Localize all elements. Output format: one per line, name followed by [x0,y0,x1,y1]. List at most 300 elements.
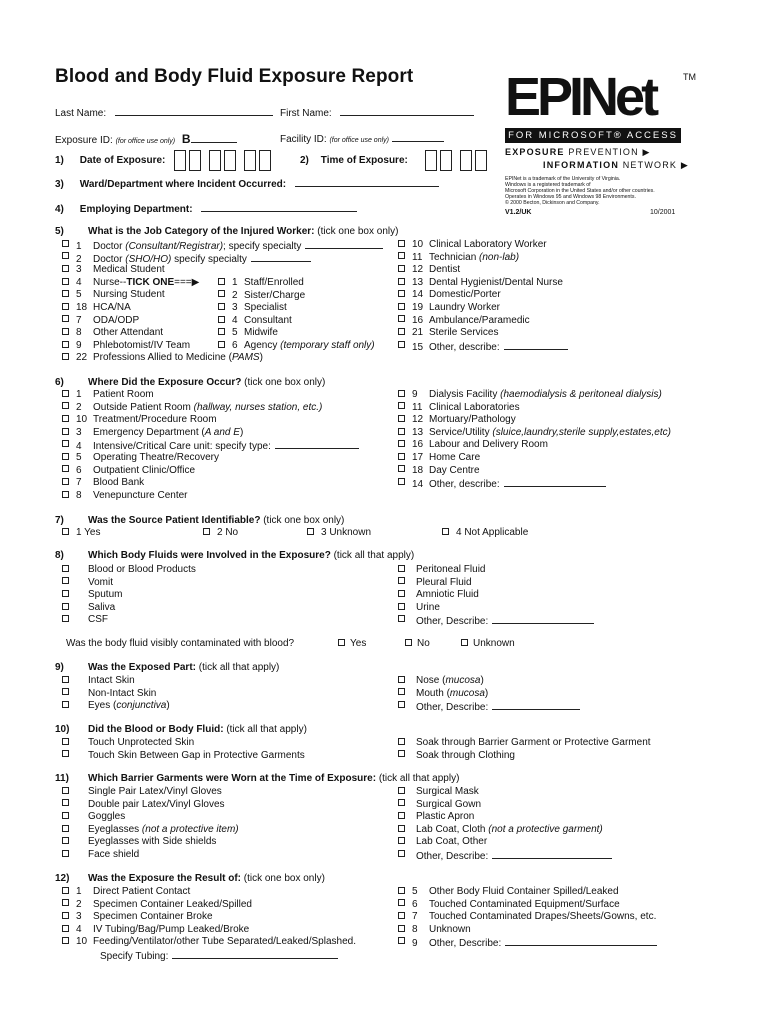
checkbox[interactable] [398,415,405,422]
checkbox[interactable] [62,415,69,422]
checkbox[interactable] [62,925,69,932]
contamination-question [66,638,294,649]
describe-input[interactable] [505,936,657,946]
checkbox-option[interactable] [62,601,116,613]
checkbox-option[interactable] [398,564,486,575]
q3-number: 3) [55,179,64,190]
q4-employing-department[interactable] [55,202,357,215]
checkbox-option[interactable] [62,401,323,413]
checkbox-option[interactable] [398,786,479,797]
option-label: Touch Unprotected Skin [88,737,195,748]
checkbox-option[interactable] [398,836,488,848]
checkbox-option[interactable] [62,477,145,489]
option-text [76,465,195,476]
option-label: Midwife [244,327,278,339]
checkbox-option[interactable] [398,264,461,276]
option-text [88,602,115,613]
option-label: Operating Theatre/Recovery [93,452,219,463]
date-digit-box[interactable] [174,150,186,171]
checkbox-option[interactable] [398,589,479,601]
q12-note: (tick one box only) [243,873,325,884]
checkbox-option[interactable] [62,849,140,860]
checkbox[interactable] [398,402,405,409]
first-name-input[interactable] [340,106,474,116]
checkbox[interactable] [62,528,69,535]
checkbox-option[interactable] [218,314,292,326]
facility-id-field[interactable] [280,132,444,145]
checkbox[interactable] [398,925,405,932]
checkbox-option[interactable] [398,452,481,463]
option-label: CSF [88,614,108,626]
option-label-suffix: ) [239,426,244,438]
option-number: 10 [76,414,88,426]
option-label: Specimen Container Broke [93,911,213,923]
logo-note: Microsoft Corporation in the United States and/or other countries. [505,188,655,194]
option-label: Specialist [244,302,287,314]
checkbox[interactable] [62,615,69,622]
describe-input[interactable] [504,340,568,350]
option-label: Sterile Services [429,327,499,339]
checkbox-option[interactable] [405,638,430,649]
checkbox-option[interactable] [62,786,222,797]
checkbox[interactable] [62,676,69,683]
checkbox-option[interactable] [398,276,563,288]
specify-tubing-field[interactable] [100,949,338,962]
date-digit-box[interactable] [259,150,271,171]
option-label-italic: mucosa [449,687,485,699]
option-label: Eyeglasses [88,823,142,835]
checkbox[interactable] [62,402,69,409]
checkbox[interactable] [62,265,69,272]
q6-number: 6) [55,377,64,388]
checkbox[interactable] [398,899,405,906]
checkbox[interactable] [218,290,225,297]
checkbox[interactable] [62,850,69,857]
checkbox[interactable] [398,701,405,708]
option-text [412,340,568,353]
logo-date: 10/2001 [650,209,676,216]
checkbox[interactable] [307,528,314,535]
checkbox-option[interactable] [398,389,662,400]
checkbox-option[interactable] [398,687,489,699]
checkbox[interactable] [442,528,449,535]
checkbox-option[interactable] [398,614,489,628]
checkbox-option[interactable] [62,811,126,823]
option-text [88,564,196,575]
checkbox[interactable] [338,639,345,646]
checkbox-option[interactable] [442,527,529,538]
facility-id-input[interactable] [392,132,444,142]
checkbox-option[interactable] [218,289,306,301]
checkbox[interactable] [218,303,225,310]
time-digit-box[interactable] [425,150,437,171]
logo-note: Windows is a registered trademark of [505,182,591,188]
checkbox-option[interactable] [398,302,500,313]
checkbox-option[interactable] [62,687,157,699]
checkbox[interactable] [218,278,225,285]
q3-ward-department[interactable] [55,177,439,190]
checkbox-option[interactable] [398,811,475,823]
option-number: 11 [412,251,423,263]
checkbox[interactable] [62,787,69,794]
checkbox-option[interactable] [398,327,499,339]
q9-heading-text: Was the Exposed Part: [88,662,196,673]
checkbox-option[interactable] [398,477,500,491]
checkbox[interactable] [398,676,405,683]
option-number: 6 [76,464,82,476]
checkbox[interactable] [62,701,69,708]
checkbox[interactable] [398,750,405,757]
last-name-input[interactable] [115,106,273,116]
checkbox[interactable] [398,837,405,844]
checkbox-option[interactable] [62,576,114,588]
option-text [416,737,651,748]
checkbox-option[interactable] [62,302,131,313]
date-digit-box[interactable] [209,150,221,171]
checkbox-option[interactable] [62,798,225,810]
q8-heading-text: Which Body Fluids were Involved in the Exposure? [88,550,331,561]
checkbox[interactable] [398,577,405,584]
describe-input[interactable] [251,252,311,262]
checkbox[interactable] [62,315,69,322]
checkbox-option[interactable] [218,302,287,314]
checkbox[interactable] [398,615,405,622]
specify-tubing-input[interactable] [172,949,338,959]
option-text [412,899,620,910]
option-text [416,811,474,822]
checkbox-option[interactable] [398,898,620,910]
option-text [76,327,163,338]
specify-tubing-label: Specify Tubing: [100,951,169,962]
time-digit-box[interactable] [475,150,487,171]
q5-number: 5) [55,226,64,237]
checkbox[interactable] [62,899,69,906]
describe-input[interactable] [492,614,594,624]
checkbox-option[interactable] [62,836,217,848]
option-text [416,602,440,613]
checkbox-option[interactable] [398,675,484,686]
option-number: 13 [412,426,424,438]
option-text [456,527,528,538]
checkbox-option[interactable] [62,700,170,712]
checkbox[interactable] [398,590,405,597]
checkbox-option[interactable] [398,923,471,935]
checkbox-option[interactable] [398,823,603,835]
option-text [412,315,530,326]
checkbox[interactable] [62,278,69,285]
checkbox[interactable] [398,428,405,435]
checkbox[interactable] [398,453,405,460]
q4-input[interactable] [201,202,357,212]
checkbox[interactable] [62,688,69,695]
checkbox[interactable] [398,850,405,857]
checkbox[interactable] [398,240,405,247]
option-text [88,824,239,835]
checkbox[interactable] [398,328,405,335]
checkbox-option[interactable] [398,601,440,613]
describe-input[interactable] [504,477,606,487]
describe-input[interactable] [275,439,359,449]
checkbox[interactable] [405,639,412,646]
checkbox[interactable] [398,440,405,447]
checkbox-option[interactable] [62,276,200,288]
checkbox[interactable] [398,825,405,832]
checkbox-option[interactable] [398,289,501,301]
checkbox[interactable] [398,478,405,485]
exposure-id-input[interactable] [191,133,237,143]
checkbox-option[interactable] [398,737,651,748]
checkbox-option[interactable] [62,527,101,538]
option-text [76,911,213,922]
checkbox[interactable] [398,937,405,944]
checkbox-option[interactable] [398,749,515,761]
checkbox[interactable] [62,912,69,919]
checkbox[interactable] [398,887,405,894]
checkbox[interactable] [62,328,69,335]
option-text [412,439,548,450]
exposure-id-field[interactable] [55,132,237,146]
checkbox[interactable] [62,440,69,447]
checkbox[interactable] [218,316,225,323]
option-label: Eyeglasses with Side shields [88,836,217,848]
checkbox-option[interactable] [398,340,500,353]
checkbox-option[interactable] [398,251,520,263]
checkbox[interactable] [62,240,69,247]
checkbox[interactable] [62,303,69,310]
checkbox[interactable] [62,590,69,597]
checkbox-option[interactable] [461,638,515,649]
option-number: 3 [232,302,238,314]
checkbox-option[interactable] [62,452,219,463]
checkbox-option[interactable] [398,426,671,438]
checkbox[interactable] [398,738,405,745]
checkbox-option[interactable] [338,638,367,649]
checkbox[interactable] [62,252,69,259]
option-number: 16 [412,439,424,451]
checkbox-option[interactable] [62,252,247,265]
option-number: 1 [76,241,82,252]
checkbox[interactable] [218,328,225,335]
option-label: Sputum [88,589,123,601]
checkbox-option[interactable] [398,936,502,950]
option-number: 8 [76,489,82,501]
checkbox[interactable] [398,278,405,285]
describe-input[interactable] [305,239,383,249]
checkbox-option[interactable] [398,439,548,451]
checkbox[interactable] [62,812,69,819]
checkbox[interactable] [62,577,69,584]
checkbox[interactable] [62,453,69,460]
option-text [412,402,520,413]
checkbox-option[interactable] [218,340,375,351]
checkbox[interactable] [62,390,69,397]
checkbox-option[interactable] [62,327,164,339]
checkbox-option[interactable] [62,737,195,748]
checkbox-option[interactable] [62,314,140,326]
option-text [88,836,216,847]
checkbox-option[interactable] [62,426,244,438]
date-digit-box[interactable] [189,150,201,171]
option-label: Lab Coat, Cloth [416,823,489,835]
option-number: 9 [412,938,418,950]
checkbox-option[interactable] [62,886,191,897]
checkbox-option[interactable] [62,339,191,351]
date-digit-box[interactable] [224,150,236,171]
option-number: 12 [412,264,424,276]
checkbox-option[interactable] [62,614,108,626]
checkbox[interactable] [62,428,69,435]
checkbox[interactable] [62,478,69,485]
checkbox[interactable] [203,528,210,535]
option-label: Technician [429,251,480,263]
checkbox-option[interactable] [398,849,489,862]
checkbox-option[interactable] [62,823,239,835]
option-text [416,675,484,686]
checkbox-option[interactable] [62,749,305,761]
option-text [232,340,375,351]
option-label: Other, Describe: [416,851,489,862]
checkbox[interactable] [62,825,69,832]
option-text [232,302,287,313]
checkbox[interactable] [398,912,405,919]
checkbox-option[interactable] [62,936,356,948]
checkbox-option[interactable] [398,464,480,476]
time-digit-box[interactable] [460,150,472,171]
checkbox-option[interactable] [62,239,302,252]
checkbox[interactable] [62,937,69,944]
checkbox-option[interactable] [398,700,489,714]
checkbox[interactable] [398,390,405,397]
option-label: Other, describe: [429,341,500,353]
option-label: Dental Hygienist/Dental Nurse [429,276,563,288]
checkbox-option[interactable] [62,911,213,923]
option-label: Blood Bank [93,477,145,489]
checkbox-option[interactable] [218,327,278,339]
checkbox[interactable] [62,738,69,745]
checkbox[interactable] [398,603,405,610]
checkbox-option[interactable] [62,389,154,400]
time-digit-box[interactable] [440,150,452,171]
checkbox-option[interactable] [62,564,196,575]
checkbox[interactable] [398,787,405,794]
checkbox[interactable] [62,341,69,348]
option-label: HCA/NA [93,302,131,313]
option-label: Nursing Student [93,289,165,301]
checkbox[interactable] [461,639,468,646]
checkbox-option[interactable] [62,352,263,364]
checkbox[interactable] [62,565,69,572]
checkbox[interactable] [398,341,405,348]
checkbox[interactable] [62,290,69,297]
option-text [416,700,580,713]
option-number: 2 [76,401,82,413]
option-label: 4 Not Applicable [456,527,529,538]
checkbox-option[interactable] [398,798,482,810]
checkbox-option[interactable] [398,239,547,250]
checkbox-option[interactable] [398,314,530,326]
first-name-label: First Name: [280,108,332,119]
checkbox-option[interactable] [62,464,196,476]
q1-date-of-exposure[interactable] [55,150,274,171]
option-text [412,289,501,300]
checkbox-option[interactable] [62,898,252,910]
checkbox-option[interactable] [398,414,516,426]
checkbox[interactable] [398,290,405,297]
logo-line-1 [505,147,699,158]
option-text [416,577,472,588]
logo-bar: FOR MICROSOFT® ACCESS [505,128,681,143]
checkbox[interactable] [398,315,405,322]
checkbox-option[interactable] [62,264,165,276]
option-label: Vomit [88,576,114,588]
logo-tm: TM [683,72,696,82]
checkbox-option[interactable] [398,911,657,923]
option-text [416,589,479,600]
option-label: Non-Intact Skin [88,687,157,699]
checkbox-option[interactable] [398,576,472,588]
checkbox[interactable] [218,341,225,348]
checkbox-option[interactable] [62,439,271,453]
first-name-field[interactable] [280,106,474,119]
logo-note: EPINet is a trademark of the University of Virginia. [505,176,621,182]
date-digit-box[interactable] [244,150,256,171]
option-text [76,239,383,252]
q2-time-of-exposure[interactable] [300,150,490,171]
checkbox[interactable] [62,603,69,610]
checkbox[interactable] [62,465,69,472]
describe-input[interactable] [492,849,612,859]
last-name-field[interactable] [55,106,273,119]
option-text [76,315,139,326]
checkbox-option[interactable] [62,923,250,935]
option-text [76,452,219,463]
facility-id-label: Facility ID: [280,134,327,145]
checkbox[interactable] [62,887,69,894]
option-label: Intact Skin [88,675,135,686]
checkbox[interactable] [62,799,69,806]
checkbox-option[interactable] [398,886,619,897]
checkbox-option[interactable] [62,414,217,426]
option-label: Doctor [93,241,126,252]
checkbox-option[interactable] [62,289,165,301]
checkbox[interactable] [62,353,69,360]
checkbox[interactable] [398,303,405,310]
checkbox[interactable] [398,252,405,259]
checkbox[interactable] [398,265,405,272]
checkbox[interactable] [398,688,405,695]
checkbox[interactable] [398,812,405,819]
checkbox[interactable] [398,799,405,806]
option-text [217,527,238,538]
checkbox[interactable] [62,750,69,757]
describe-input[interactable] [492,700,580,710]
checkbox-option[interactable] [218,277,304,288]
option-label: Laundry Worker [429,302,500,313]
checkbox-option[interactable] [62,675,135,686]
option-text [412,277,563,288]
checkbox[interactable] [398,465,405,472]
checkbox[interactable] [62,837,69,844]
checkbox[interactable] [398,565,405,572]
checkbox-option[interactable] [398,401,520,413]
checkbox-option[interactable] [62,489,188,501]
checkbox-option[interactable] [203,527,239,538]
option-label: Other Body Fluid Container Spilled/Leaked [429,886,619,897]
checkbox[interactable] [62,491,69,498]
checkbox-option[interactable] [307,527,372,538]
q3-input[interactable] [295,177,439,187]
checkbox-option[interactable] [62,589,123,601]
